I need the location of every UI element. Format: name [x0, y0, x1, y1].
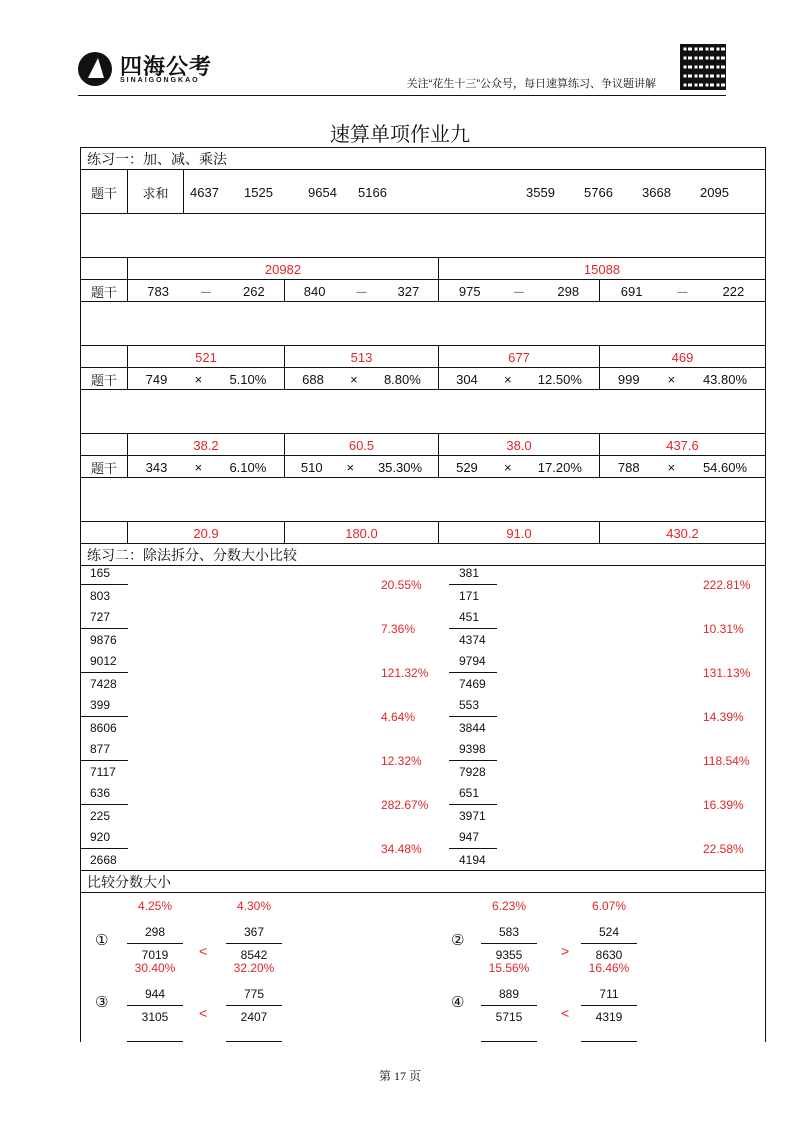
fraction-answer: 7.36%: [381, 622, 416, 636]
operator: －: [512, 284, 526, 300]
mul-problem: [438, 368, 599, 390]
page-number: 第 17 页: [378, 1069, 421, 1083]
sub-problem: [284, 280, 438, 302]
numerator: 889: [498, 987, 520, 1001]
sum-value: 4637: [190, 184, 219, 200]
mul2-answer-row: [81, 521, 765, 544]
operand: 688: [302, 371, 324, 387]
fraction-percent: 32.20%: [233, 961, 275, 975]
denominator: 4319: [581, 1005, 637, 1028]
sum-values: [183, 170, 765, 214]
fraction: [449, 738, 497, 783]
denominator: 5715: [481, 1005, 537, 1028]
sum-row: [81, 169, 765, 214]
sum-answer: 20982: [127, 258, 438, 280]
fraction: [449, 562, 497, 607]
numerator: 947: [459, 830, 480, 844]
compare-fraction: [127, 899, 183, 966]
fraction-answer: 4.64%: [381, 710, 416, 724]
fraction-answer: 20.55%: [381, 578, 422, 592]
ex2-heading: 练习二：除法拆分、分数大小比较: [87, 547, 297, 563]
fraction-baseline: [481, 1041, 537, 1042]
operand: 35.30%: [377, 459, 423, 475]
operator: －: [675, 284, 689, 300]
fraction-percent: 6.23%: [491, 899, 527, 913]
fraction-answer: 10.31%: [703, 622, 744, 636]
fraction-percent: 30.40%: [134, 961, 176, 975]
fraction-baseline: [127, 1041, 183, 1042]
sub-answer: 677: [438, 346, 599, 368]
fraction-answer: 12.32%: [381, 754, 422, 768]
denominator: 7019: [127, 943, 183, 966]
ex1-heading: 练习一：加、减、乘法: [87, 151, 227, 167]
numerator: 524: [598, 925, 620, 939]
denominator: 171: [449, 584, 497, 607]
mul-answer: 430.2: [599, 522, 765, 544]
blank-row: [81, 477, 765, 522]
compare-symbol: <: [561, 1005, 570, 1021]
compare-symbol: <: [199, 1005, 208, 1021]
ex1-heading-row: [81, 147, 765, 170]
mul-answer: 38.2: [127, 434, 284, 456]
sum-answer: 15088: [438, 258, 765, 280]
denominator: 803: [80, 584, 128, 607]
item-number: ②: [451, 932, 465, 949]
denominator: 7469: [449, 672, 497, 695]
denominator: 3105: [127, 1005, 183, 1028]
fraction: [80, 606, 128, 651]
mul-answer: 20.9: [127, 522, 284, 544]
sail-logo-icon: [78, 52, 112, 86]
compare-symbol: <: [199, 943, 208, 959]
sum-value: 5166: [358, 184, 387, 200]
operand: 510: [300, 459, 323, 475]
fraction-percent: 4.30%: [236, 899, 272, 913]
brand-logo: [78, 50, 278, 90]
sum-answer-row: [81, 257, 765, 280]
page-header: [78, 40, 726, 98]
header-divider: [78, 95, 726, 96]
ex3-heading: 比较分数大小: [87, 874, 171, 890]
operand: 8.80%: [383, 371, 421, 387]
sub-answer: 521: [127, 346, 284, 368]
compare-fraction: [226, 899, 282, 966]
sub-answer: 513: [284, 346, 438, 368]
fraction-answer: 22.58%: [703, 842, 744, 856]
mul-problem: [127, 456, 284, 478]
denominator: 7117: [80, 760, 128, 783]
mul-answer: 437.6: [599, 434, 765, 456]
denominator: 8630: [581, 943, 637, 966]
operator: ×: [350, 371, 358, 387]
denominator: 4374: [449, 628, 497, 651]
operand: 222: [722, 283, 745, 299]
item-number: ③: [95, 994, 109, 1011]
denominator: 9876: [80, 628, 128, 651]
fraction: [80, 782, 128, 827]
operand: 298: [557, 283, 580, 299]
fraction-answer: 16.39%: [703, 798, 744, 812]
operand: 5.10%: [229, 371, 267, 387]
numerator: 298: [144, 925, 166, 939]
fraction: [80, 694, 128, 739]
fraction: [449, 782, 497, 827]
fraction: [449, 650, 497, 695]
logo-subtext: SINAIGONGKAO: [120, 77, 200, 84]
numerator: 877: [90, 742, 111, 756]
mul-answer: 38.0: [438, 434, 599, 456]
operand: 783: [147, 283, 169, 299]
fraction-baseline: [226, 1041, 282, 1042]
sub-problem: [599, 280, 765, 302]
operator: ×: [667, 371, 676, 387]
blank-row: [81, 301, 765, 346]
operator: ×: [346, 459, 355, 475]
sub-answer: 469: [599, 346, 765, 368]
numerator: 9794: [459, 654, 486, 668]
compare-fraction: [127, 961, 183, 1028]
operand: 788: [617, 459, 640, 475]
page-title: 速算单项作业九: [330, 124, 470, 146]
numerator: 399: [90, 698, 111, 712]
blank-row: [81, 389, 765, 434]
fraction-baseline: [581, 1041, 637, 1042]
operand: 12.50%: [537, 371, 582, 387]
fraction: [80, 826, 128, 871]
compare-fraction: [481, 961, 537, 1028]
operand: 6.10%: [229, 459, 267, 475]
operator: ×: [194, 459, 203, 475]
fraction-answer: 14.39%: [703, 710, 744, 724]
operand: 691: [620, 283, 643, 299]
operand: 17.20%: [537, 459, 582, 475]
qr-code-icon: [680, 44, 726, 90]
fraction: [449, 606, 497, 651]
denominator: 8542: [226, 943, 282, 966]
blank-row: [81, 213, 765, 258]
mul-problem: [284, 456, 438, 478]
fraction-percent: 4.25%: [137, 899, 173, 913]
fraction-percent: 16.46%: [588, 961, 630, 975]
sum-value: 5766: [584, 184, 613, 200]
denominator: 7928: [449, 760, 497, 783]
numerator: 9012: [90, 654, 117, 668]
operand: 840: [303, 283, 326, 299]
operator: ×: [667, 459, 676, 475]
sub-row: [81, 279, 765, 302]
mul1-answer-row: [81, 433, 765, 456]
operand: 975: [458, 283, 481, 299]
operand: 304: [456, 371, 478, 387]
compare-fraction: [481, 899, 537, 966]
fraction-percent: 15.56%: [488, 961, 530, 975]
denominator: 3971: [449, 804, 497, 827]
fraction: [80, 650, 128, 695]
numerator: 583: [498, 925, 520, 939]
row-label: 题干: [90, 284, 117, 300]
fraction-answer: 121.32%: [381, 666, 429, 680]
operator: －: [354, 284, 368, 300]
denominator: 4194: [449, 848, 497, 871]
operator: ×: [194, 371, 203, 387]
row-label: 题干: [90, 185, 117, 201]
numerator: 636: [90, 786, 111, 800]
row-label: 题干: [90, 372, 117, 388]
fraction-answer: 282.67%: [381, 798, 429, 812]
denominator: 9355: [481, 943, 537, 966]
sub-answer-row: [81, 345, 765, 368]
sum-value: 9654: [308, 184, 337, 200]
mul-problem: [127, 368, 284, 390]
operator: ×: [504, 371, 512, 387]
operand: 327: [397, 283, 420, 299]
operand: 529: [456, 459, 478, 475]
compare-symbol: >: [561, 943, 570, 959]
denominator: 225: [80, 804, 128, 827]
fraction-answer: 34.48%: [381, 842, 422, 856]
numerator: 9398: [459, 742, 486, 756]
mul-answer: 60.5: [284, 434, 438, 456]
operand: 262: [243, 283, 265, 299]
mul-problem: [599, 368, 765, 390]
worksheet: [80, 147, 766, 1042]
mul-problem: [599, 456, 765, 478]
denominator: 2407: [226, 1005, 282, 1028]
mul-answer: 180.0: [284, 522, 438, 544]
sub-problem: [127, 280, 284, 302]
numerator: 381: [459, 566, 480, 580]
mul-row-2: [81, 455, 765, 478]
ex3-compare-area: [81, 892, 765, 1043]
compare-fraction: [581, 899, 637, 966]
operand: 749: [145, 371, 168, 387]
mul-problem: [284, 368, 438, 390]
numerator: 553: [459, 698, 480, 712]
denominator: 7428: [80, 672, 128, 695]
sum-value: 1525: [244, 184, 273, 200]
ex3-heading-row: [81, 870, 765, 893]
sub-problem: [438, 280, 599, 302]
ex2-heading-row: [81, 543, 765, 566]
numerator: 775: [243, 987, 265, 1001]
item-number: ①: [95, 932, 109, 949]
ex2-fractions: [81, 565, 765, 874]
operand: 999: [617, 371, 640, 387]
numerator: 651: [459, 786, 480, 800]
mul-problem: [438, 456, 599, 478]
numerator: 711: [599, 987, 619, 1001]
mul-answer: 91.0: [438, 522, 599, 544]
denominator: 2668: [80, 848, 128, 871]
compare-fraction: [581, 961, 637, 1028]
numerator: 727: [90, 610, 111, 624]
fraction: [449, 694, 497, 739]
item-number: ④: [451, 994, 465, 1011]
operand: 343: [145, 459, 168, 475]
sum-value: 3668: [642, 184, 671, 200]
sum-value: 2095: [700, 184, 729, 200]
fraction-answer: 222.81%: [703, 578, 751, 592]
logo-text: 四海公考: [120, 54, 213, 79]
compare-fraction: [226, 961, 282, 1028]
sum-label: 求和: [127, 170, 183, 214]
operator: ×: [504, 459, 512, 475]
sum-value: 3559: [526, 184, 555, 200]
fraction: [80, 562, 128, 607]
fraction-answer: 131.13%: [703, 666, 751, 680]
numerator: 165: [90, 566, 111, 580]
numerator: 944: [144, 987, 166, 1001]
operator: －: [199, 284, 213, 300]
fraction-answer: 118.54%: [703, 754, 750, 768]
numerator: 920: [90, 830, 111, 844]
operand: 43.80%: [702, 371, 748, 387]
numerator: 451: [459, 610, 480, 624]
row-label: 题干: [90, 460, 117, 476]
denominator: 8606: [80, 716, 128, 739]
numerator: 367: [243, 925, 265, 939]
fraction: [449, 826, 497, 871]
operand: 54.60%: [702, 459, 748, 475]
fraction-percent: 6.07%: [591, 899, 627, 913]
denominator: 3844: [449, 716, 497, 739]
fraction: [80, 738, 128, 783]
header-slogan: 关注“花生十三”公众号，每日速算练习、争议题讲解: [406, 78, 656, 90]
mul-row-1: [81, 367, 765, 390]
